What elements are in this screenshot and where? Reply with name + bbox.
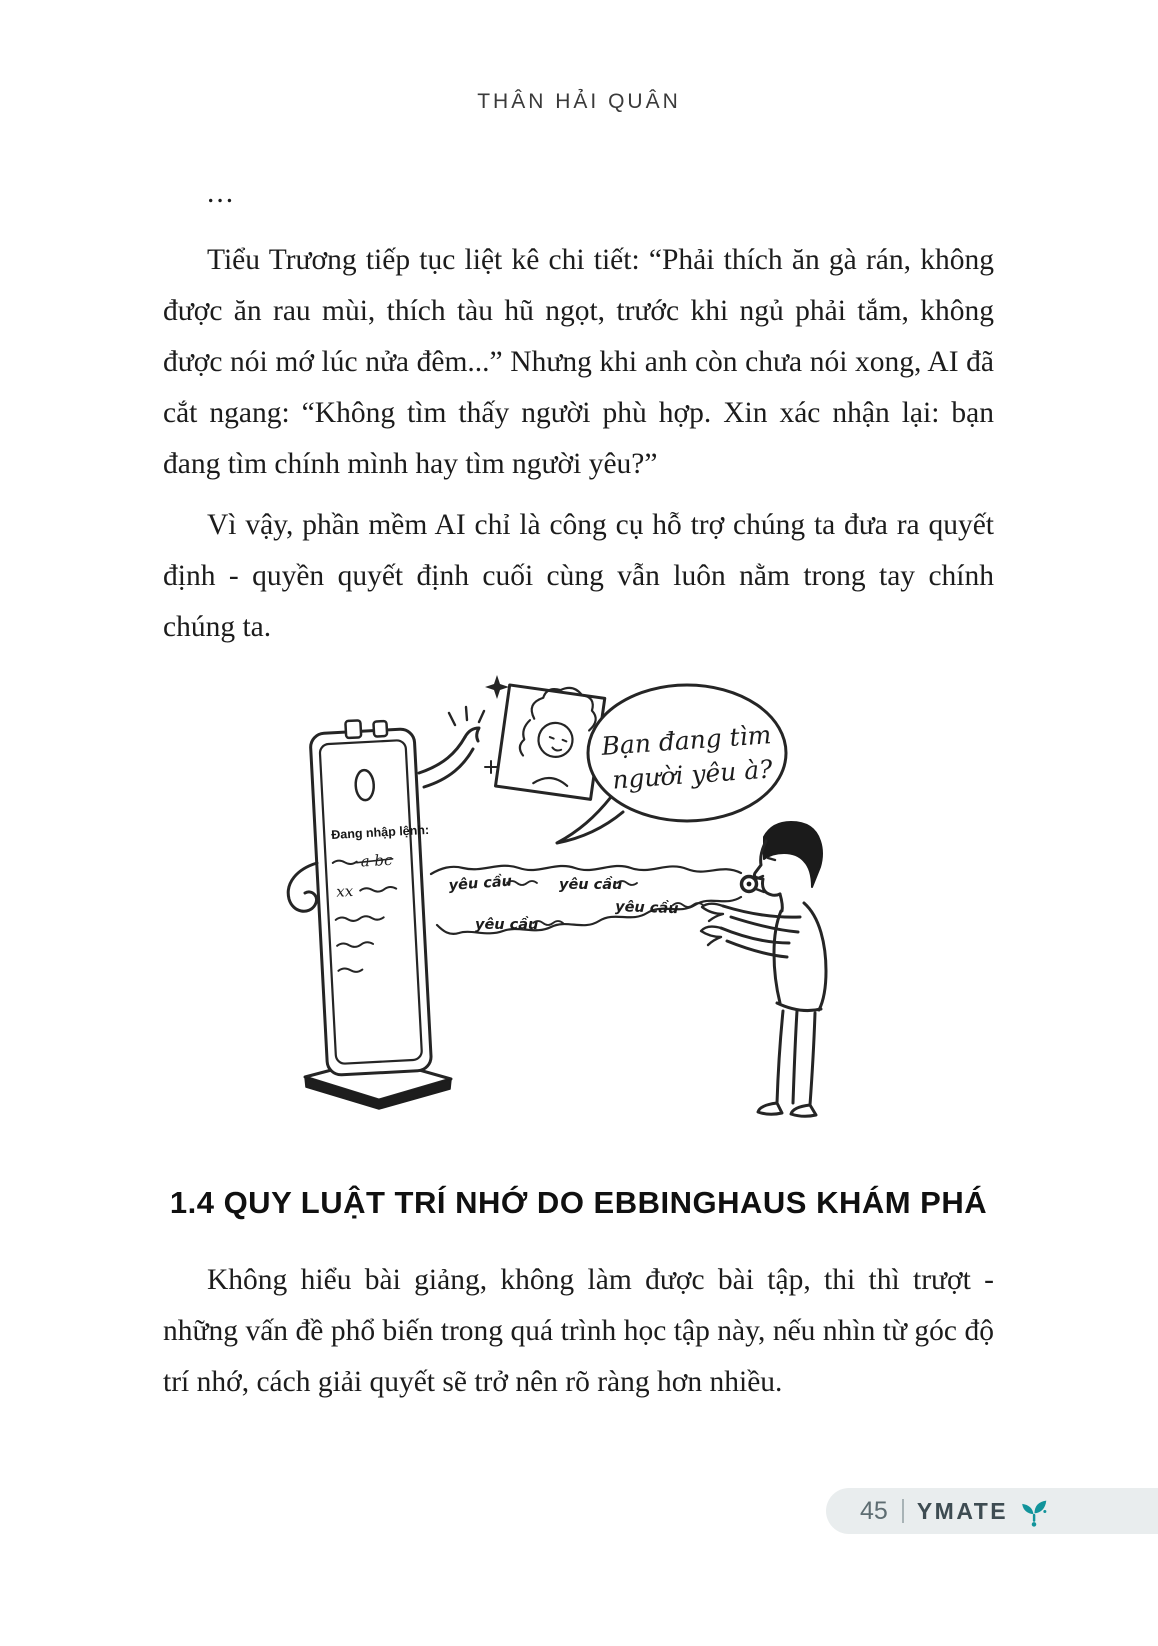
ellipsis-paragraph: ...: [207, 177, 236, 209]
clip-icon: [373, 721, 387, 737]
sparkle-icon: [485, 761, 497, 773]
page-number: 45: [860, 1496, 888, 1525]
request-label: yêu cầu: [447, 873, 512, 894]
footer-divider: [902, 1499, 904, 1523]
speech-bubble-line2: người yêu à?: [610, 754, 773, 795]
paragraph-1: Tiểu Trương tiếp tục liệt kê chi tiết: “Phải thích ăn gà rán, không được ăn rau mùi, thích tàu hũ ngọt, trước khi ngủ phải tắm, không được nói mớ lúc nửa đêm...” Nhưng khi anh còn chưa nói xong, AI đã cắt ngang: “Không tìm thấy người phù hợp. Xin xác nhận lại: bạn đang tìm chính mình hay tìm người yêu?”: [163, 244, 994, 480]
clip-icon: [345, 720, 361, 738]
paragraph-2: Vì vậy, phần mềm AI chỉ là công cụ hỗ trợ chúng ta đưa ra quyết định - quyền quyết định cuối cùng vẫn luôn nằm trong tay chính chúng ta.: [163, 509, 994, 643]
sparkle-icon: [485, 675, 509, 699]
kiosk-left-arm: [288, 863, 317, 911]
screen-title: Đang nhập lệnh:: [330, 822, 429, 842]
request-label: yêu cầu: [474, 917, 538, 933]
illustration-svg: [259, 665, 899, 1140]
section-heading: 1.4 QUY LUẬT TRÍ NHỚ DO EBBINGHAUS KHÁM PHÁ: [169, 1185, 988, 1220]
paragraph-3: Không hiểu bài giảng, không làm được bài tập, thi thì trượt - những vấn đề phổ biến trong quá trình học tập này, nếu nhìn từ góc độ trí nhớ, cách giải quyết sẽ trở nên rõ ràng hơn nhiều.: [163, 1264, 994, 1398]
page-content: [163, 168, 994, 1418]
speech-bubble-line1: Bạn đang tìm: [600, 720, 772, 761]
footer-page-bar: [826, 1488, 1158, 1534]
screen-note-2: xx: [335, 881, 354, 901]
request-stream: [431, 866, 741, 934]
brand-logo-icon: [1017, 1494, 1051, 1528]
illustration-ai-kiosk: [163, 665, 994, 1143]
request-label: yêu cầu: [558, 877, 622, 893]
brand-name: YMATE: [916, 1497, 1009, 1524]
man-figure: [701, 822, 826, 1116]
kiosk-right-arm: [419, 707, 484, 787]
request-label: yêu cầu: [614, 899, 679, 918]
running-head: THÂN HẢI QUÂN: [477, 90, 681, 113]
screen-note-1: a bc: [359, 850, 393, 871]
